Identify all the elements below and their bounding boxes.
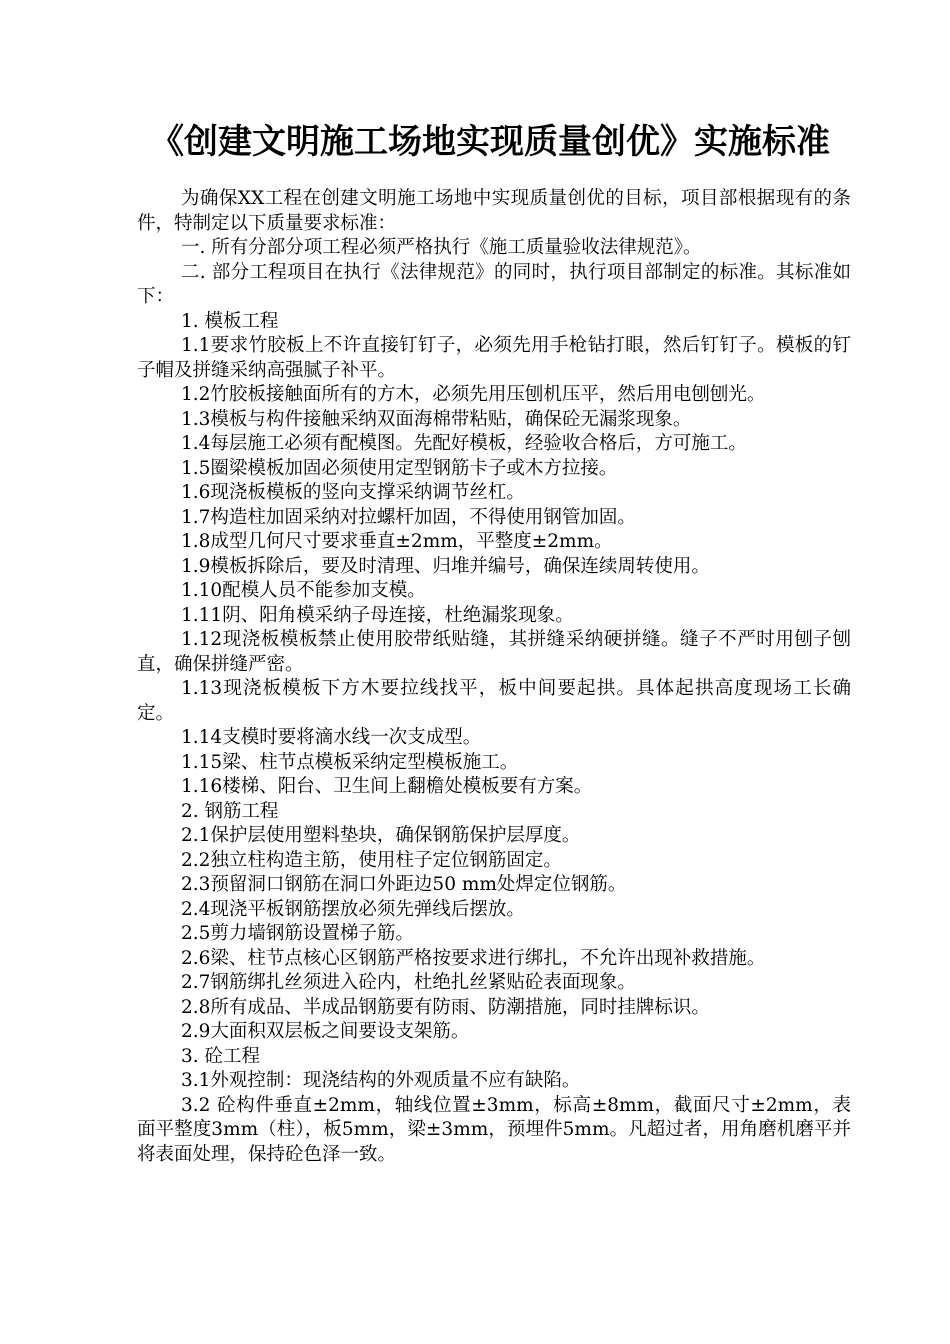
- paragraph: 1.16楼梯、阳台、卫生间上翻檐处模板要有方案。: [181, 776, 593, 797]
- paragraph: 一. 所有分部分项工程必须严格执行《施工质量验收法律规范》。: [181, 237, 702, 258]
- paragraph: 2.7钢筋绑扎丝须进入砼内，杜绝扎丝紧贴砼表面现象。: [181, 972, 636, 993]
- paragraph: 3. 砼工程: [181, 1045, 261, 1067]
- paragraph: 2. 钢筋工程: [181, 800, 279, 822]
- paragraph: 二. 部分工程项目在执行《法律规范》的同时，执行项目部制定的标准。其标准如下：: [137, 261, 851, 307]
- paragraph: 1.5圈梁模板加固必须使用定型钢筋卡子或木方拉接。: [181, 457, 618, 479]
- paragraph: 2.4现浇平板钢筋摆放必须先弹线后摆放。: [181, 898, 525, 920]
- paragraph: 1.9模板拆除后，要及时清理、归堆并编号，确保连续周转使用。: [181, 555, 710, 577]
- paragraph: 2.2独立柱构造主筋，使用柱子定位钢筋固定。: [181, 849, 562, 871]
- paragraph: 2.5剪力墙钢筋设置梯子筋。: [181, 923, 414, 944]
- paragraph: 2.6梁、柱节点核心区钢筋严格按要求进行绑扎，不允许出现补救措施。: [181, 947, 766, 969]
- paragraph: 2.3预留洞口钢筋在洞口外距边50 mm处焊定位钢筋。: [181, 874, 627, 895]
- document-body: [137, 187, 851, 1167]
- paragraph: 为确保XX工程在创建文明施工场地中实现质量创优的目标，项目部根据现有的条件，特制定以下质量要求标准：: [137, 188, 851, 234]
- paragraph: 1.14支模时要将滴水线一次支成型。: [181, 727, 482, 748]
- paragraph: 1.1要求竹胶板上不许直接钉钉子，必须先用手枪钻打眼，然后钉钉子。模板的钉子帽及拼缝采纳高强腻子补平。: [137, 335, 851, 381]
- paragraph: 1.3模板与构件接触采纳双面海棉带粘贴，确保砼无漏浆现象。: [181, 408, 692, 430]
- paragraph: 1.4每层施工必须有配模图。先配好模板，经验收合格后，方可施工。: [181, 433, 747, 454]
- paragraph: 3.1外观控制：现浇结构的外观质量不应有缺陷。: [181, 1070, 581, 1091]
- paragraph: 1.12现浇板模板禁止使用胶带纸贴缝，其拼缝采纳硬拼缝。缝子不严时用刨子刨直，确保拼缝严密。: [137, 629, 851, 675]
- paragraph: 1. 模板工程: [181, 310, 279, 332]
- document-title: 《创建文明施工场地实现质量创优》实施标准: [150, 122, 830, 162]
- paragraph: 1.2竹胶板接触面所有的方木，必须先用压刨机压平，然后用电刨刨光。: [181, 384, 766, 405]
- paragraph: 2.1保护层使用塑料垫块，确保钢筋保护层厚度。: [181, 825, 581, 846]
- paragraph: 1.8成型几何尺寸要求垂直±2mm，平整度±2mm。: [181, 531, 613, 552]
- paragraph: 1.10配模人员不能参加支模。: [181, 580, 426, 601]
- paragraph: 1.13现浇板模板下方木要拉线找平，板中间要起拱。具体起拱高度现场工长确定。: [137, 678, 851, 724]
- paragraph: 2.9大面积双层板之间要设支架筋。: [181, 1021, 470, 1042]
- paragraph: 1.7构造柱加固采纳对拉螺杆加固，不得使用钢管加固。: [181, 506, 636, 528]
- paragraph: 1.15梁、柱节点模板采纳定型模板施工。: [181, 751, 519, 773]
- paragraph: 1.6现浇板模板的竖向支撑采纳调节丝杠。: [181, 482, 525, 503]
- paragraph: 2.8所有成品、半成品钢筋要有防雨、防潮措施，同时挂牌标识。: [181, 996, 710, 1018]
- paragraph: 3.2 砼构件垂直±2mm，轴线位置±3mm，标高±8mm，截面尺寸±2mm，表面平整度3mm（柱），板5mm，梁±3mm，预埋件5mm。凡超过者，用角磨机磨平并将表面处理，保持砼色泽一致。: [137, 1094, 851, 1165]
- paragraph: 1.11阴、阳角模采纳子母连接，杜绝漏浆现象。: [181, 604, 574, 626]
